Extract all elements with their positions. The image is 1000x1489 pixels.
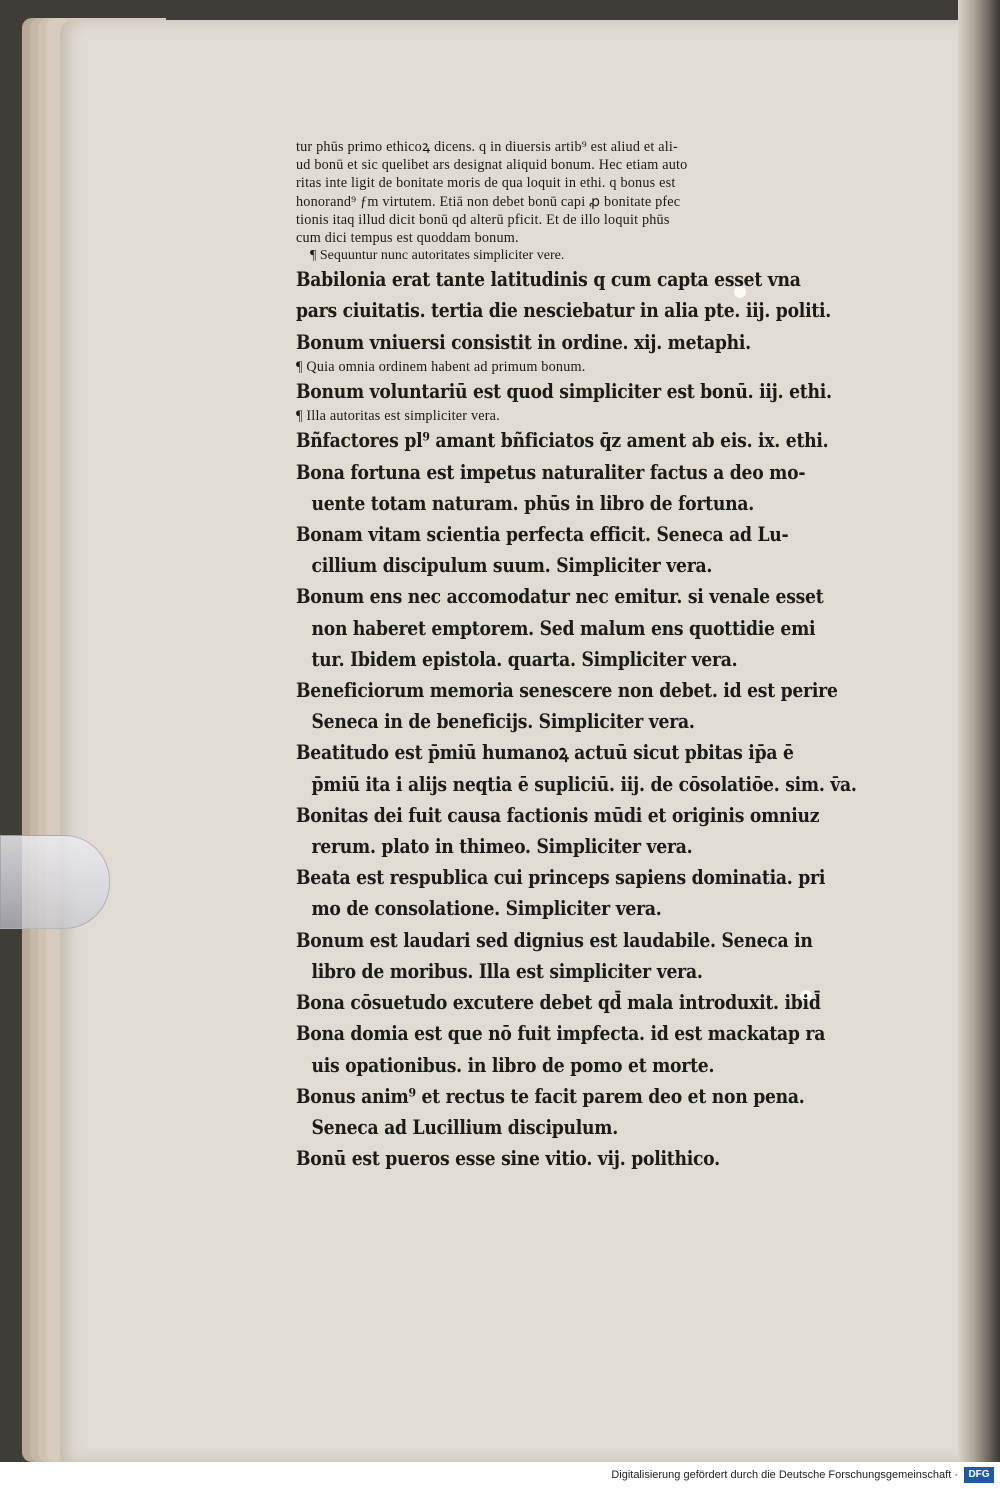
text-line: Bñfactores pl⁹ amant bñficiatos q̄z ament ab eis. ix. ethi. — [296, 428, 829, 453]
text-line: Bonum vniuersi consistit in ordine. xij. metaphi. — [296, 329, 751, 354]
text-line: Seneca ad Lucillium discipulum. — [311, 1114, 618, 1139]
text-line: ritas inte ligit de bonitate moris de qua loquit in ethi. q bonus est — [296, 175, 676, 192]
text-line: Bonum ens nec accomodatur nec emitur. si venale esset — [296, 584, 824, 609]
text-line: uis opationibus. in libro de pomo et morte. — [311, 1052, 715, 1077]
text-line: cum dici tempus est quoddam bonum. — [296, 230, 519, 247]
text-line: tionis itaq illud dicit bonū qd alterū pficit. Et de illo loquit phūs — [296, 211, 670, 228]
text-line: Bona fortuna est impetus naturaliter factus a deo mo- — [296, 459, 806, 484]
text-line: Bonam vitam scientia perfecta efficit. Seneca ad Lu- — [296, 522, 789, 547]
text-line: Seneca in de beneficijs. Simpliciter vera. — [311, 709, 695, 734]
text-line: Bonitas dei fuit causa factionis mūdi et originis omniuz — [296, 802, 820, 827]
text-line: tur phūs primo ethicoꝝ dicens. q in diuersis artib⁹ est aliud et ali- — [296, 139, 678, 155]
text-line: ud bonū et sic quelibet ars designat aliquid bonum. Hec etiam auto — [296, 157, 688, 174]
text-line: pars ciuitatis. tertia die nesciebatur in alia pte. iij. politi. — [296, 298, 832, 323]
text-line: rerum. plato in thimeo. Simpliciter vera. — [311, 834, 693, 859]
text-line: libro de moribus. Illa est simpliciter vera. — [311, 958, 703, 983]
text-line: Babilonia erat tante latitudinis q cum capta esset vna — [296, 267, 801, 292]
text-line: non haberet emptorem. Sed malum ens quottidie emi — [311, 615, 816, 640]
page-clip — [0, 835, 110, 929]
footer-bar — [0, 1462, 1000, 1489]
dfg-logo: DFG — [964, 1467, 994, 1483]
text-line: ¶ Sequuntur nunc autoritates simpliciter vere. — [310, 248, 565, 264]
text-line: tur. Ibidem epistola. quarta. Simpliciter vera. — [311, 646, 738, 671]
text-line: Bonum est laudari sed dignius est laudabile. Seneca in — [296, 927, 813, 952]
text-line: Beatitudo est p̄miū humanoꝝ actuū sicut pbitas ip̄a ē — [296, 740, 794, 765]
text-line: Bonus anim⁹ et rectus te facit parem deo et non pena. — [296, 1083, 805, 1108]
text-line: Bonū est pueros esse sine vitio. vij. polithico. — [296, 1146, 720, 1171]
text-line: Beneficiorum memoria senescere non debet. id est perire — [296, 678, 838, 703]
footer-credit: Digitalisierung gefördert durch die Deutsche Forschungsgemeinschaft · — [611, 1469, 958, 1481]
text-line: honorand⁹ ƒm virtutem. Etiā non debet bonū capi ꝓ bonitate pfec — [296, 193, 681, 210]
text-line: Bonum voluntariū est quod simpliciter est bonū. iij. ethi. — [296, 379, 832, 404]
text-line: ¶ Quia omnia ordinem habent ad primum bonum. — [296, 358, 586, 375]
printed-text-block — [296, 138, 916, 1174]
text-line: p̄miū ita i alijs neqtia ē supliciū. iij. de cōsolatiōe. sim. v̄a. — [311, 771, 857, 796]
text-line: cillium discipulum suum. Simpliciter vera. — [311, 553, 713, 578]
text-line: Bona cōsuetudo excutere debet qd̄ mala introduxit. ibid̄ — [296, 990, 821, 1015]
text-line: Bona domia est que nō fuit impfecta. id est mackatap ra — [296, 1021, 826, 1046]
text-line: mo de consolatione. Simpliciter vera. — [311, 896, 662, 921]
text-line: ¶ Illa autoritas est simpliciter vera. — [296, 408, 500, 425]
book-binding — [958, 0, 1000, 1462]
text-line: uente totam naturam. phūs in libro de fortuna. — [311, 490, 754, 515]
text-line: Beata est respublica cui princeps sapiens dominatia. pri — [296, 865, 826, 890]
